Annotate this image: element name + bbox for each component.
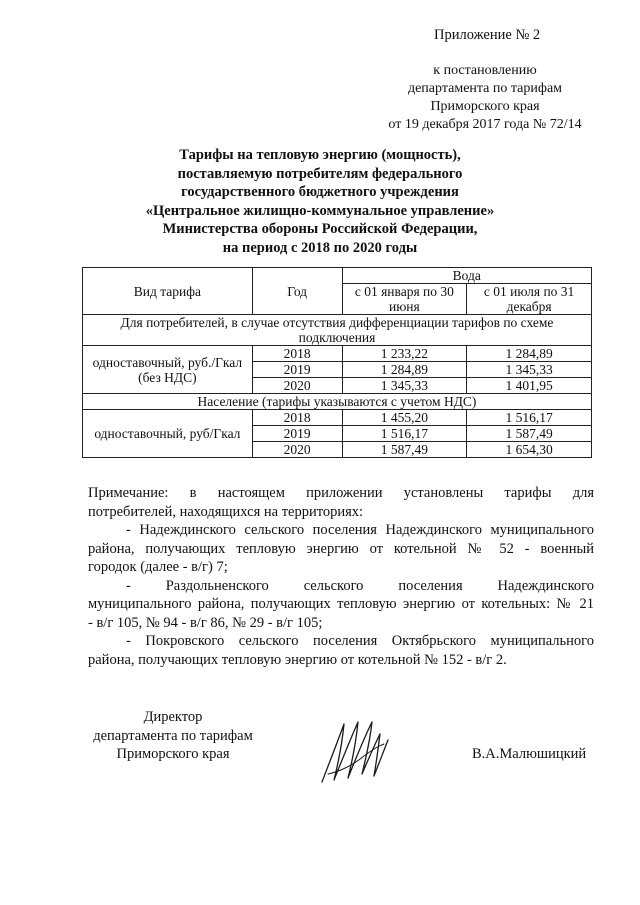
ref-line: департамента по тарифам: [407, 81, 563, 96]
appendix-label: Приложение № 2: [434, 27, 541, 43]
value-cell: 1 654,30: [467, 442, 592, 458]
notes-block: [88, 484, 594, 669]
note-line: - в/г 105, № 94 - в/г 86, № 29 - в/г 105;: [88, 614, 323, 631]
table-row: [83, 346, 592, 362]
note-line: района, получающих тепловую энергию от котельной № 152 - в/г 2.: [88, 651, 507, 668]
tariff-type-cell: одноставочный, руб./Гкал (без НДС): [83, 346, 253, 394]
handwritten-signature: [318, 716, 392, 788]
note-line: - Раздольненского сельского поселения Надеждинского: [126, 577, 594, 594]
note-line: потребителей, находящихся на территориях:: [88, 503, 364, 520]
position-line: Приморского края: [116, 746, 230, 762]
value-cell: 1 233,22: [342, 346, 467, 362]
signatory-position: [88, 708, 258, 764]
value-cell: 1 284,89: [467, 346, 592, 362]
year-cell: 2020: [252, 378, 342, 394]
value-cell: 1 587,49: [467, 426, 592, 442]
year-cell: 2018: [252, 410, 342, 426]
col-header-period-2: с 01 июля по 31 декабря: [467, 284, 592, 315]
value-cell: 1 516,17: [467, 410, 592, 426]
ref-line: к постановлению: [433, 63, 537, 78]
col-header-tariff: Вид тарифа: [83, 268, 253, 315]
ref-line: Приморского края: [430, 99, 540, 114]
title-line: государственного бюджетного учреждения: [181, 184, 459, 200]
signer-name: В.А.Малюшицкий: [472, 746, 587, 762]
section-title: Для потребителей, в случае отсутствия дифференциации тарифов по схеме подключения: [83, 315, 592, 346]
col-header-year: Год: [252, 268, 342, 315]
ref-line: от 19 декабря 2017 года № 72/14: [388, 117, 582, 132]
col-header-period-1: с 01 января по 30 июня: [342, 284, 467, 315]
title-line: поставляемую потребителям федерального: [177, 165, 463, 182]
year-cell: 2020: [252, 442, 342, 458]
value-cell: 1 345,33: [467, 362, 592, 378]
year-cell: 2019: [252, 426, 342, 442]
title-line: на период с 2018 по 2020 годы: [222, 239, 418, 256]
position-line: департамента по тарифам: [93, 727, 253, 744]
year-cell: 2018: [252, 346, 342, 362]
note-line: - Покровского сельского поселения Октябрьского муниципального: [126, 633, 594, 649]
table-row: [83, 410, 592, 426]
resolution-reference: [360, 62, 610, 134]
title-line: Министерства обороны Российской Федерации,: [162, 221, 478, 237]
value-cell: 1 345,33: [342, 378, 467, 394]
document-title: [110, 146, 530, 257]
title-line: «Центральное жилищно-коммунальное управление»: [145, 202, 495, 219]
value-cell: 1 401,95: [467, 378, 592, 394]
position-line: Директор: [143, 709, 203, 725]
note-line: муниципального района, получающих тепловую энергию от котельных: № 21: [88, 596, 594, 612]
value-cell: 1 587,49: [342, 442, 467, 458]
note-line: Примечание: в настоящем приложении установлены тарифы для: [88, 485, 594, 501]
note-line: района, получающих тепловую энергию от котельной № 52 - военный: [88, 540, 594, 557]
note-line: - Надеждинского сельского поселения Надеждинского муниципального: [126, 522, 594, 538]
col-header-water: Вода: [342, 268, 591, 284]
value-cell: 1 455,20: [342, 410, 467, 426]
section-title: Население (тарифы указываются с учетом НДС): [83, 394, 592, 410]
tariff-table: [82, 267, 592, 458]
value-cell: 1 516,17: [342, 426, 467, 442]
note-line: городок (далее - в/г) 7;: [88, 559, 228, 575]
value-cell: 1 284,89: [342, 362, 467, 378]
year-cell: 2019: [252, 362, 342, 378]
tariff-type-cell: одноставочный, руб/Гкал: [83, 410, 253, 458]
title-line: Тарифы на тепловую энергию (мощность),: [179, 147, 461, 163]
